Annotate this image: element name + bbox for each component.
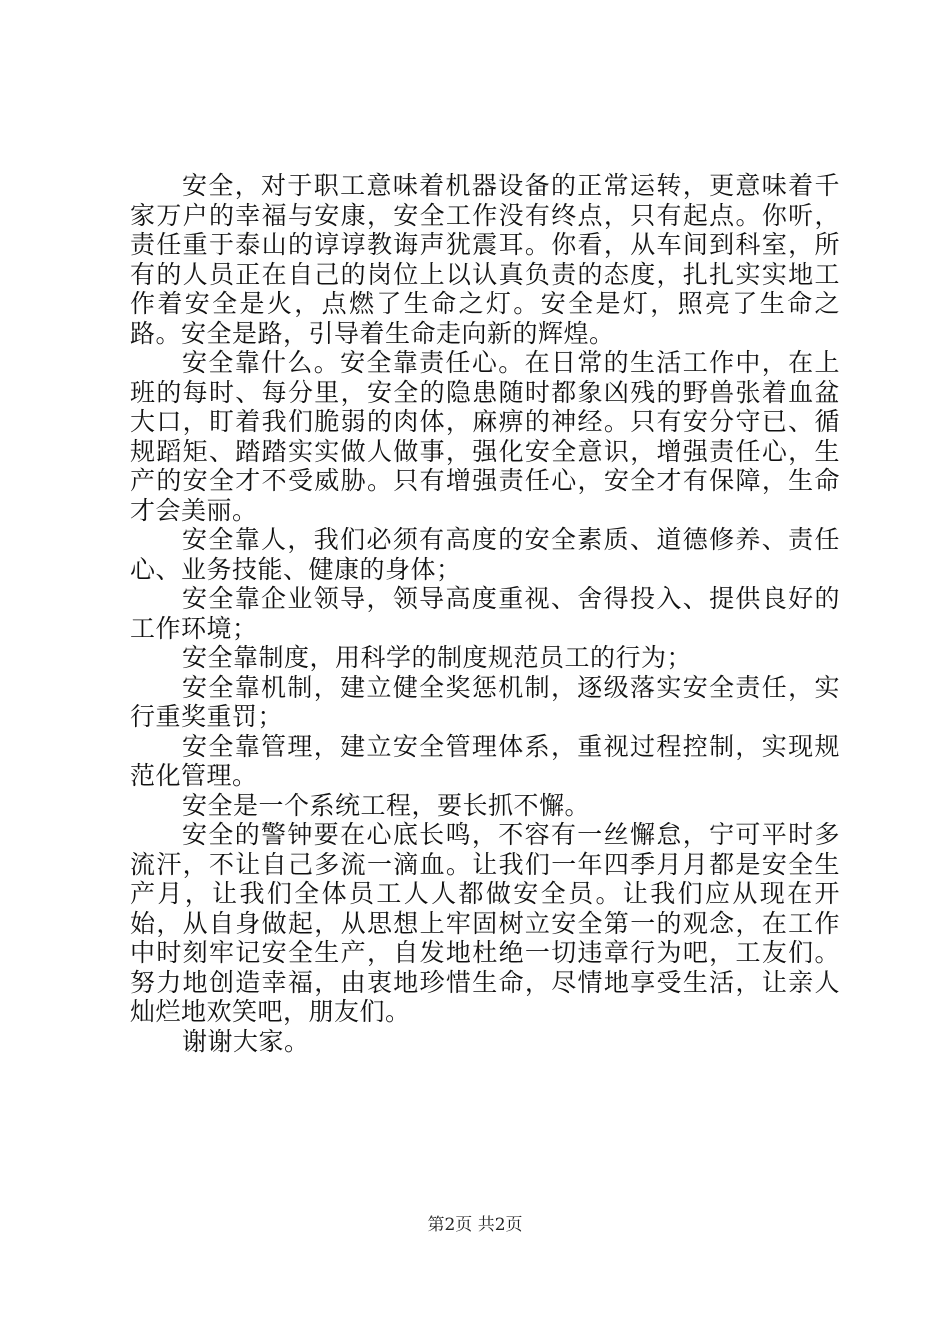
paragraph: 安全的警钟要在心底长鸣，不容有一丝懈怠，宁可平时多流汗，不让自己多流一滴血。让我们一年四季月月都是安全生产月，让我们全体员工人人都做安全员。让我们应从现在开始，从自身做起，从思想上牢固树立安全第一的观念，在工作中时刻牢记安全生产，自发地杜绝一切违章行为吧，工友们。努力地创造幸福，由衷地珍惜生命，尽情地享受生活，让亲人灿烂地欢笑吧，朋友们。: [130, 820, 840, 1026]
paragraph: 安全靠企业领导，领导高度重视、舍得投入、提供良好的工作环境；: [130, 584, 840, 643]
page-footer: 第2页 共2页: [427, 1215, 523, 1235]
paragraph: 安全是一个系统工程，要长抓不懈。: [182, 790, 591, 820]
paragraph: 安全靠管理，建立安全管理体系，重视过程控制，实现规范化管理。: [130, 731, 840, 790]
paragraph: 安全，对于职工意味着机器设备的正常运转，更意味着千家万户的幸福与安康，安全工作没有终点，只有起点。你听，责任重于泰山的谆谆教诲声犹震耳。你看，从车间到科室，所有的人员正在自己的岗位上以认真负责的态度，扎扎实实地工作着安全是火，点燃了生命之灯。安全是灯，照亮了生命之路。安全是路，引导着生命走向新的辉煌。: [130, 171, 840, 348]
document-body: [130, 171, 840, 1056]
paragraph: 谢谢大家。: [182, 1026, 310, 1056]
paragraph: 安全靠什么。安全靠责任心。在日常的生活工作中，在上班的每时、每分里，安全的隐患随时都象凶残的野兽张着血盆大口，盯着我们脆弱的肉体，麻痹的神经。只有安分守已、循规蹈矩、踏踏实实做人做事，强化安全意识，增强责任心，生产的安全才不受威胁。只有增强责任心，安全才有保障，生命才会美丽。: [130, 348, 840, 525]
paragraph: 安全靠机制，建立健全奖惩机制，逐级落实安全责任，实行重奖重罚；: [130, 672, 840, 731]
paragraph: 安全靠制度，用科学的制度规范员工的行为；: [182, 643, 693, 672]
paragraph: 安全靠人，我们必须有高度的安全素质、道德修养、责任心、业务技能、健康的身体；: [130, 525, 840, 584]
